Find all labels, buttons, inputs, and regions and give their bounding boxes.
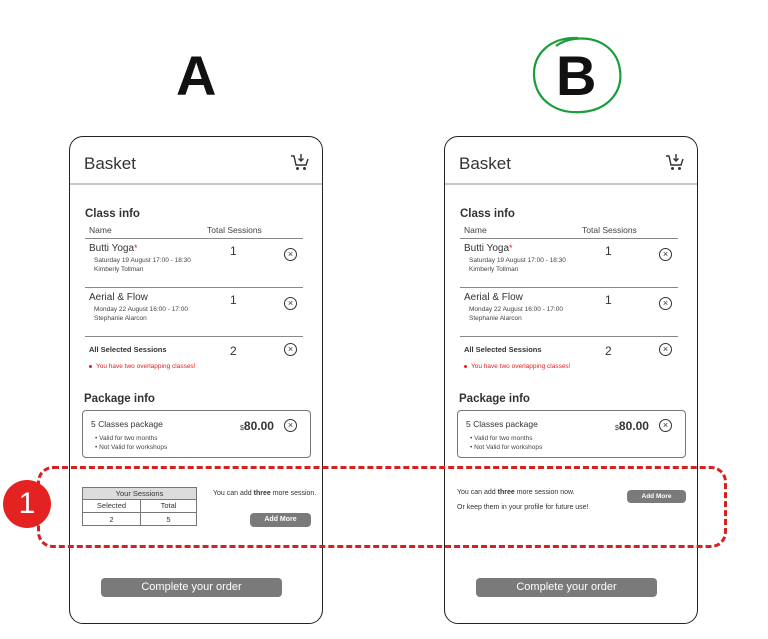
class-name: Butti Yoga* xyxy=(464,243,513,254)
col-selected: Selected xyxy=(96,501,127,510)
divider xyxy=(85,336,303,337)
package-price: $80.00 xyxy=(240,419,274,433)
remove-class-button[interactable]: × xyxy=(659,248,672,261)
col-name: Name xyxy=(464,225,487,235)
keep-in-profile-message: Or keep them in your profile for future use! xyxy=(457,504,589,511)
divider xyxy=(460,238,678,239)
all-sessions-label: All Selected Sessions xyxy=(464,345,542,354)
package-name: 5 Classes package xyxy=(91,419,163,429)
class-info-title: Class info xyxy=(460,208,515,220)
package-card xyxy=(82,410,311,458)
package-info-title: Package info xyxy=(84,393,155,405)
divider xyxy=(460,336,678,337)
total-count: 5 xyxy=(166,515,171,524)
remove-package-button[interactable]: × xyxy=(659,419,672,432)
comparison-highlight-box xyxy=(37,466,727,548)
overlap-warning: You have two overlapping classes! xyxy=(89,363,196,370)
annotation-marker: 1 xyxy=(3,480,51,528)
package-bullets: • Valid for two months • Not Valid for workshops xyxy=(470,435,543,451)
package-info-title: Package info xyxy=(459,393,530,405)
remove-class-button[interactable]: × xyxy=(284,297,297,310)
add-more-button[interactable]: Add More xyxy=(627,490,686,503)
divider xyxy=(85,287,303,288)
add-more-button[interactable]: Add More xyxy=(250,513,311,527)
col-total-sessions: Total Sessions xyxy=(207,225,262,235)
warning-dot-icon xyxy=(89,365,92,368)
overlap-warning: You have two overlapping classes! xyxy=(464,363,571,370)
col-total: Total xyxy=(160,501,177,510)
basket-header xyxy=(70,137,322,185)
package-price: $80.00 xyxy=(615,419,649,433)
divider xyxy=(460,287,678,288)
remove-all-button[interactable]: × xyxy=(659,343,672,356)
class-name: Aerial & Flow xyxy=(464,292,523,303)
add-more-message: You can add three more session. xyxy=(213,490,317,497)
label-a: A xyxy=(176,44,217,107)
phone-a xyxy=(69,136,323,624)
col-total-sessions: Total Sessions xyxy=(582,225,637,235)
package-bullets: • Valid for two months • Not Valid for workshops xyxy=(95,435,168,451)
col-name: Name xyxy=(89,225,112,235)
class-sessions: 1 xyxy=(605,293,612,307)
class-name: Aerial & Flow xyxy=(89,292,148,303)
add-more-message: You can add three more session now. xyxy=(457,489,575,496)
package-name: 5 Classes package xyxy=(466,419,538,429)
remove-package-button[interactable]: × xyxy=(284,419,297,432)
class-sessions: 1 xyxy=(230,293,237,307)
basket-header xyxy=(445,137,697,185)
remove-all-button[interactable]: × xyxy=(284,343,297,356)
sessions-table-title: Your Sessions xyxy=(83,488,196,500)
class-info-title: Class info xyxy=(85,208,140,220)
class-details: Monday 22 August 16:00 - 17:00 Stephanie Alarcon xyxy=(94,306,188,322)
divider xyxy=(85,238,303,239)
class-details: Saturday 19 August 17:00 - 18:30 Kimberly Tollman xyxy=(94,257,191,273)
phone-b xyxy=(444,136,698,624)
remove-class-button[interactable]: × xyxy=(659,297,672,310)
warning-dot-icon xyxy=(464,365,467,368)
complete-order-button[interactable]: Complete your order xyxy=(476,578,657,597)
class-name: Butti Yoga* xyxy=(89,243,138,254)
all-sessions-label: All Selected Sessions xyxy=(89,345,167,354)
label-b: B xyxy=(556,44,597,107)
class-details: Saturday 19 August 17:00 - 18:30 Kimberly Tollman xyxy=(469,257,566,273)
all-sessions-count: 2 xyxy=(230,344,237,358)
cart-icon[interactable] xyxy=(665,152,685,172)
cart-icon[interactable] xyxy=(290,152,310,172)
class-sessions: 1 xyxy=(230,244,237,258)
class-sessions: 1 xyxy=(605,244,612,258)
basket-title: Basket xyxy=(84,154,136,173)
package-card xyxy=(457,410,686,458)
basket-title: Basket xyxy=(459,154,511,173)
class-details: Monday 22 August 16:00 - 17:00 Stephanie Alarcon xyxy=(469,306,563,322)
remove-class-button[interactable]: × xyxy=(284,248,297,261)
all-sessions-count: 2 xyxy=(605,344,612,358)
selected-count: 2 xyxy=(109,515,114,524)
complete-order-button[interactable]: Complete your order xyxy=(101,578,282,597)
